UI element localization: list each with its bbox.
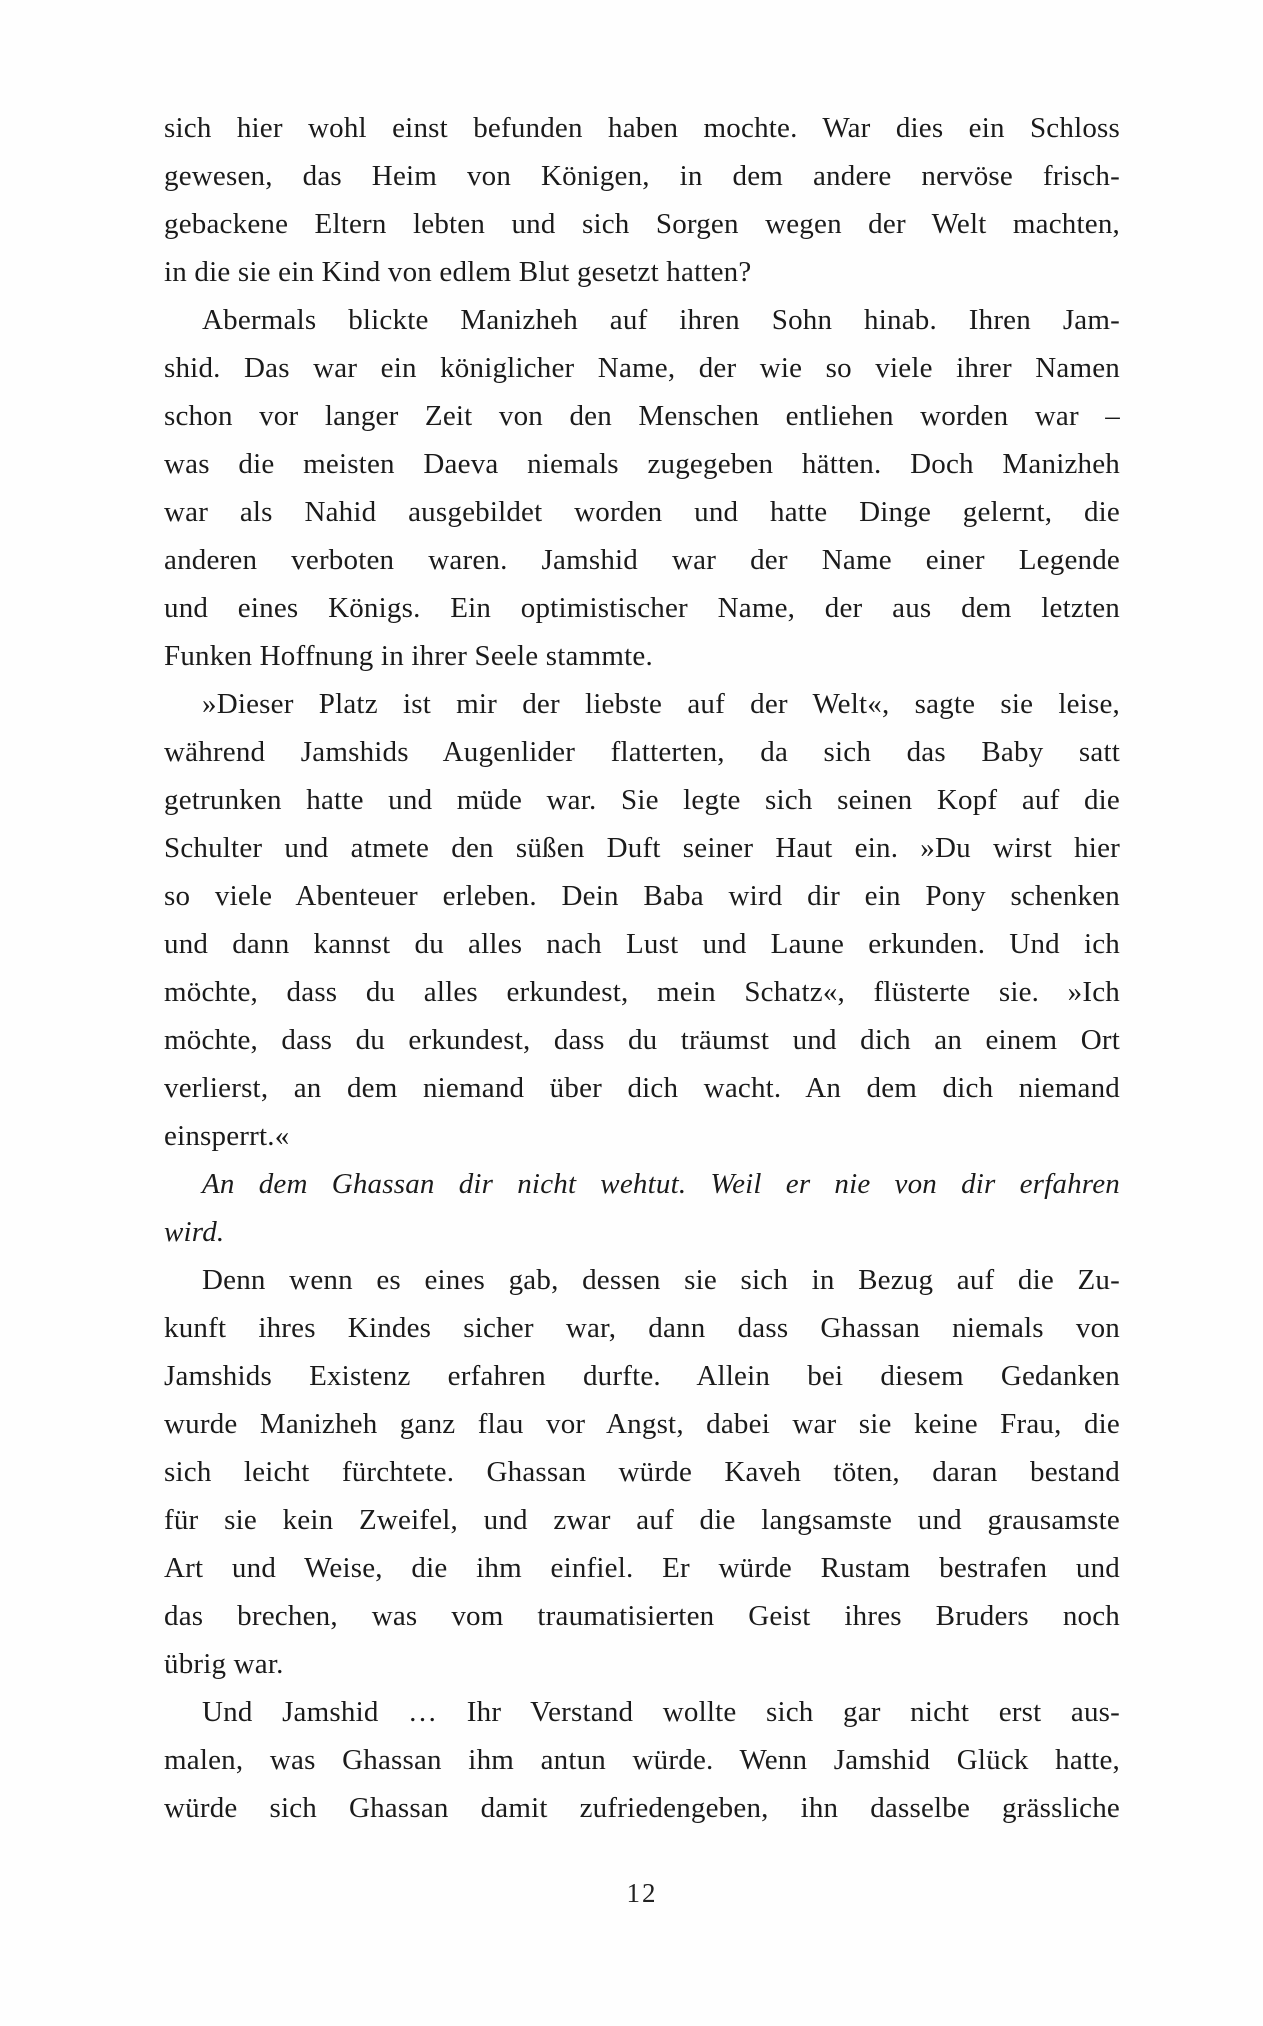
text-line: möchte, dass du erkundest, dass du träumst und dich an einem Ort (164, 1024, 1120, 1056)
page-number: 12 (626, 1878, 658, 1908)
text-line: Abermals blickte Manizheh auf ihren Sohn hinab. Ihren Jam- (202, 304, 1120, 336)
text-line: für sie kein Zweifel, und zwar auf die langsamste und grausamste (164, 1504, 1120, 1536)
text-line: gebackene Eltern lebten und sich Sorgen wegen der Welt machten, (164, 208, 1120, 240)
text-line: Jamshids Existenz erfahren durfte. Allein bei diesem Gedanken (164, 1360, 1120, 1392)
text-line: war als Nahid ausgebildet worden und hatte Dinge gelernt, die (164, 496, 1120, 528)
text-line: An dem Ghassan dir nicht wehtut. Weil er nie von dir erfahren (202, 1168, 1120, 1200)
paragraph (164, 1256, 1120, 1688)
paragraph (164, 680, 1120, 1160)
text-line: anderen verboten waren. Jamshid war der Name einer Legende (164, 544, 1120, 576)
text-line: shid. Das war ein königlicher Name, der wie so viele ihrer Namen (164, 352, 1120, 384)
text-line: verlierst, an dem niemand über dich wacht. An dem dich niemand (164, 1072, 1120, 1104)
text-line: während Jamshids Augenlider flatterten, da sich das Baby satt (164, 736, 1120, 768)
text-line: kunft ihres Kindes sicher war, dann dass Ghassan niemals von (164, 1312, 1120, 1344)
text-line: was die meisten Daeva niemals zugegeben hätten. Doch Manizheh (164, 448, 1120, 480)
text-line: Schulter und atmete den süßen Duft seiner Haut ein. »Du wirst hier (164, 832, 1120, 864)
text-line: schon vor langer Zeit von den Menschen entliehen worden war – (164, 400, 1120, 432)
text-line: »Dieser Platz ist mir der liebste auf der Welt«, sagte sie leise, (202, 688, 1120, 720)
text-line: in die sie ein Kind von edlem Blut gesetzt hatten? (164, 256, 752, 288)
paragraph (164, 104, 1120, 296)
text-line: und dann kannst du alles nach Lust und Laune erkunden. Und ich (164, 928, 1120, 960)
text-line: getrunken hatte und müde war. Sie legte sich seinen Kopf auf die (164, 784, 1120, 816)
paragraph (164, 296, 1120, 680)
text-line: einsperrt.« (164, 1120, 290, 1152)
text-line: sich leicht fürchtete. Ghassan würde Kaveh töten, daran bestand (164, 1456, 1120, 1488)
text-line: Art und Weise, die ihm einfiel. Er würde Rustam bestrafen und (164, 1552, 1120, 1584)
paragraph (164, 1688, 1120, 1832)
text-line: wurde Manizheh ganz flau vor Angst, dabei war sie keine Frau, die (164, 1408, 1120, 1440)
text-line: würde sich Ghassan damit zufriedengeben, ihn dasselbe grässliche (164, 1792, 1120, 1824)
text-line: gewesen, das Heim von Königen, in dem andere nervöse frisch- (164, 160, 1120, 192)
text-line: Funken Hoffnung in ihrer Seele stammte. (164, 640, 653, 672)
text-line: das brechen, was vom traumatisierten Geist ihres Bruders noch (164, 1600, 1120, 1632)
text-line: malen, was Ghassan ihm antun würde. Wenn Jamshid Glück hatte, (164, 1744, 1120, 1776)
text-line: möchte, dass du alles erkundest, mein Schatz«, flüsterte sie. »Ich (164, 976, 1120, 1008)
paragraph-italic (164, 1160, 1120, 1256)
text-line: sich hier wohl einst befunden haben mochte. War dies ein Schloss (164, 112, 1120, 144)
text-line: Denn wenn es eines gab, dessen sie sich in Bezug auf die Zu- (202, 1264, 1120, 1296)
text-line: wird. (164, 1216, 225, 1248)
text-line: übrig war. (164, 1648, 284, 1680)
text-line: und eines Königs. Ein optimistischer Name, der aus dem letzten (164, 592, 1120, 624)
text-line: so viele Abenteuer erleben. Dein Baba wird dir ein Pony schenken (164, 880, 1120, 912)
page-text (164, 104, 1120, 1832)
text-line: Und Jamshid … Ihr Verstand wollte sich gar nicht erst aus- (202, 1696, 1120, 1728)
